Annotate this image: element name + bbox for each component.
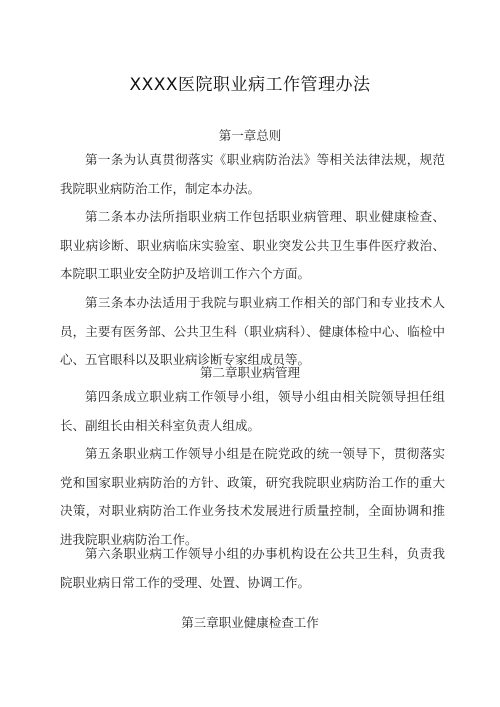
article-4: 第四条成立职业病工作领导小组，领导小组由相关院领导担任组长、副组长由相关科室负责人组成。 — [60, 389, 445, 433]
article-5: 第五条职业病工作领导小组是在院党政的统一领导下，贯彻落实党和国家职业病防治的方针、政策，研究我院职业病防治工作的重大决策，对职业病防治工作业务技术发展进行质量控制，全面协调和推进我院职业病防治工作。 — [60, 446, 445, 547]
chapter-heading-1: 第一章总则 — [218, 128, 282, 143]
article-1: 第一条为认真贯彻落实《职业病防治法》等相关法律法规，规范我院职业病防治工作，制定本办法。 — [60, 152, 445, 196]
article-2: 第二条本办法所指职业病工作包括职业病管理、职业健康检查、职业病诊断、职业病临床实验室、职业突发公共卫生事件医疗救治、本院职工职业安全防护及培训工作六个方面。 — [60, 209, 445, 281]
article-6: 第六条职业病工作领导小组的办事机构设在公共卫生科，负责我院职业病日常工作的受理、处置、协调工作。 — [60, 546, 445, 590]
document-title: XXXX医院职业病工作管理办法 — [129, 75, 371, 95]
chapter-heading-2: 第二章职业病管理 — [199, 365, 300, 380]
article-3: 第三条本办法适用于我院与职业病工作相关的部门和专业技术人员，主要有医务部、公共卫生科（职业病科）、健康体检中心、临检中心、五官眼科以及职业病诊断专家组成员等。 — [60, 295, 445, 367]
chapter-heading-3: 第三章职业健康检查工作 — [181, 615, 319, 630]
